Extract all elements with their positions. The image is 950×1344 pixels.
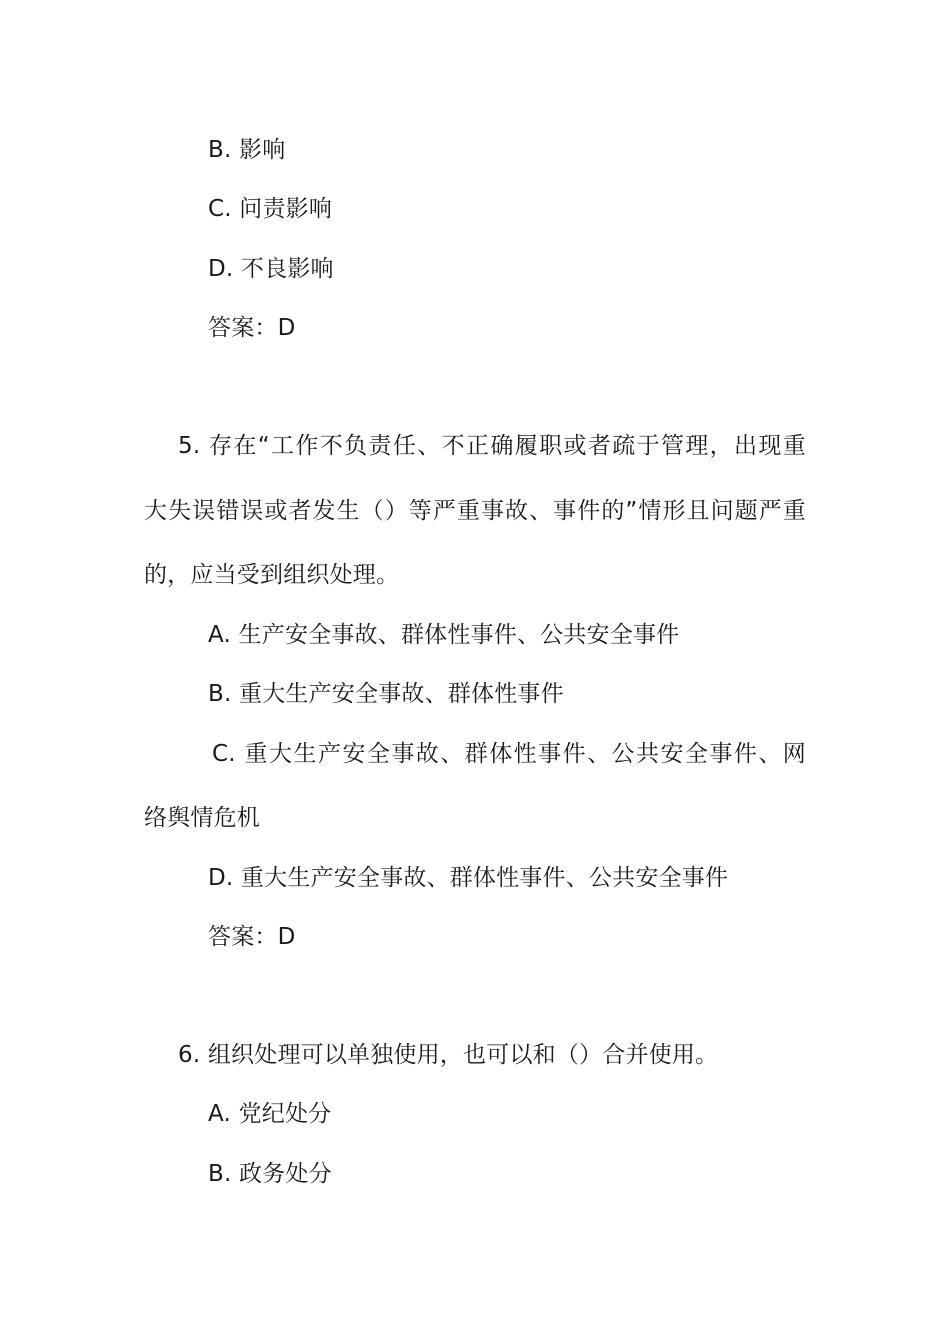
q6-option-b: B. 政务处分	[208, 1161, 332, 1187]
q4-option-d: D. 不良影响	[208, 256, 334, 282]
q4-option-c: C. 问责影响	[208, 196, 333, 222]
q6-option-a: A. 党纪处分	[208, 1101, 332, 1127]
q5-stem-line-3: 的，应当受到组织处理。	[144, 562, 400, 588]
q5-option-d: D. 重大生产安全事故、群体性事件、公共安全事件	[208, 865, 729, 891]
q5-answer: 答案：D	[208, 924, 296, 950]
q5-option-c-line-2: 络舆情危机	[144, 805, 260, 831]
q6-stem: 6. 组织处理可以单独使用，也可以和（）合并使用。	[178, 1042, 719, 1068]
q4-answer: 答案：D	[208, 315, 296, 341]
q4-option-b: B. 影响	[208, 137, 286, 163]
q5-option-a: A. 生产安全事故、群体性事件、公共安全事件	[208, 622, 680, 648]
q5-option-b: B. 重大生产安全事故、群体性事件	[208, 681, 564, 707]
q5-option-c-line-1: C. 重大生产安全事故、群体性事件、公共安全事件、网	[212, 741, 806, 767]
q5-stem-line-2: 大失误错误或者发生（）等严重事故、事件的”情形且问题严重	[144, 498, 806, 524]
q5-stem-line-1: 5. 存在“工作不负责任、不正确履职或者疏于管理，出现重	[178, 433, 806, 459]
